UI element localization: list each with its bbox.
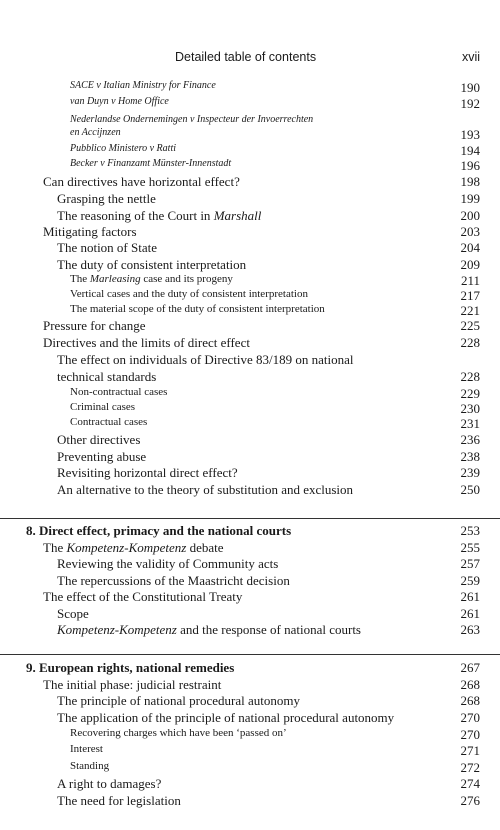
- toc-entry-title-emphasis: Kompetenz-Kompetenz: [66, 540, 187, 555]
- toc-entry-page: 198: [460, 174, 480, 189]
- toc-entry-title-text: debate: [186, 540, 224, 555]
- toc-entry-page: 228: [460, 335, 480, 350]
- toc-entry-page: 199: [460, 191, 480, 206]
- toc-entry-title: Recovering charges which have been ‘passed on’: [70, 727, 287, 739]
- toc-entry-page: 192: [460, 96, 480, 111]
- toc-entry-title: The initial phase: judicial restraint: [43, 677, 222, 692]
- toc-entry-title: Pubblico Ministero v Ratti: [70, 143, 177, 154]
- toc-entry-page: 259: [460, 573, 480, 588]
- toc-entry-title: Grasping the nettle: [57, 191, 156, 206]
- toc-entry-page: 225: [460, 318, 480, 333]
- toc-entry-page: 193: [460, 127, 480, 142]
- toc-entry-page: 274: [460, 776, 480, 791]
- toc-entry-title: Mitigating factors: [43, 224, 137, 239]
- toc-entry-page: 257: [460, 556, 480, 571]
- toc-entry-title: Preventing abuse: [57, 449, 147, 464]
- toc-entry-title-emphasis: Marleasing: [89, 273, 141, 285]
- toc-entry-title: Reviewing the validity of Community acts: [57, 556, 279, 571]
- toc-entry-title-continued: technical standards: [57, 369, 157, 384]
- toc-entry-title: The repercussions of the Maastricht decision: [57, 573, 290, 588]
- toc-entry-page: 268: [460, 677, 480, 692]
- toc-entry-title-emphasis: Kompetenz-Kompetenz: [57, 622, 177, 637]
- toc-entry-title: [70, 273, 233, 285]
- toc-entry-page: 204: [460, 240, 480, 255]
- toc-entry-page: 203: [460, 224, 480, 239]
- toc-entry-title-emphasis: Marshall: [213, 208, 262, 223]
- toc-entry-page: 270: [460, 710, 480, 725]
- toc-entry-title: [57, 208, 261, 224]
- toc-entry-title: van Duyn v Home Office: [70, 96, 169, 107]
- running-head-title: Detailed table of contents: [175, 50, 317, 64]
- toc-entry-page: 217: [460, 288, 480, 303]
- toc-entry-title: A right to damages?: [57, 776, 162, 791]
- toc-entry-page: 267: [460, 660, 480, 675]
- toc-entry-title: Criminal cases: [70, 401, 136, 413]
- toc-entry-title: An alternative to the theory of substitution and exclusion: [57, 482, 354, 497]
- toc-entry-title: [57, 622, 361, 638]
- toc-entry-title-text: The: [70, 273, 90, 285]
- toc-entry-title: Contractual cases: [70, 416, 148, 428]
- toc-entry-page: 239: [460, 465, 480, 480]
- toc-entry-page: 230: [460, 401, 480, 416]
- toc-entry-page: 238: [460, 449, 480, 464]
- toc-entry-title: The principle of national procedural autonomy: [57, 693, 300, 708]
- toc-entry-page: 221: [460, 303, 480, 318]
- toc-entry-title: The effect on individuals of Directive 83/189 on national: [57, 352, 354, 367]
- toc-entry-page: 190: [460, 80, 480, 95]
- toc-entry-page: 261: [460, 589, 480, 604]
- toc-entry-page: 200: [460, 208, 480, 223]
- chapter-title: 8. Direct effect, primacy and the national courts: [26, 523, 292, 538]
- toc-entry-page: 209: [460, 257, 480, 272]
- toc-entry-page: 272: [460, 760, 480, 775]
- toc-entry-page: 229: [460, 386, 480, 401]
- toc-entry-title: The need for legislation: [57, 793, 181, 808]
- toc-entry-title: The effect of the Constitutional Treaty: [43, 589, 243, 604]
- toc-entry-title-text: and the response of national courts: [176, 622, 361, 637]
- toc-entry-page: 271: [460, 743, 480, 758]
- toc-entry-page: 250: [460, 482, 480, 497]
- toc-entry-page: 270: [460, 727, 480, 742]
- toc-entry-title: The duty of consistent interpretation: [57, 257, 247, 272]
- toc-entry-page: 255: [460, 540, 480, 555]
- toc-entry-title-text: case and its progeny: [140, 273, 233, 285]
- toc-entry-title: Standing: [70, 760, 110, 772]
- toc-entry-page: 196: [460, 158, 480, 173]
- toc-entry-title: Revisiting horizontal direct effect?: [57, 465, 238, 480]
- toc-entry-title: Becker v Finanzamt Münster-Innenstadt: [70, 158, 232, 169]
- toc-entry-title: Nederlandse Ondernemingen v Inspecteur der Invoerrechten: [70, 114, 314, 125]
- toc-entry-title: The application of the principle of national procedural autonomy: [57, 710, 395, 725]
- toc-entry-page: 228: [460, 369, 480, 384]
- toc-entry-page: 276: [460, 793, 480, 808]
- toc-entry-page: 211: [460, 273, 480, 288]
- toc-entry-title: Interest: [70, 743, 103, 755]
- toc-entry-title: Scope: [57, 606, 89, 621]
- toc-entry-page: 231: [460, 416, 480, 431]
- toc-entry-title: Can directives have horizontal effect?: [43, 174, 240, 189]
- toc-entry-page: 268: [460, 693, 480, 708]
- chapter-title: 9. European rights, national remedies: [26, 660, 235, 675]
- toc-entry-title: Directives and the limits of direct effect: [43, 335, 250, 350]
- toc-entry-page: 236: [460, 432, 480, 447]
- toc-entry-title: Vertical cases and the duty of consistent interpretation: [70, 288, 308, 300]
- toc-entry-title: Other directives: [57, 432, 141, 447]
- chapter-divider: [0, 654, 500, 655]
- toc-entry-title: [43, 540, 224, 556]
- toc-entry-title-continued: en Accijnzen: [70, 127, 121, 138]
- toc-entry-title-text: The: [43, 540, 67, 555]
- toc-entry-page: 194: [460, 143, 480, 158]
- chapter-divider: [0, 518, 500, 519]
- toc-entry-title: Pressure for change: [43, 318, 146, 333]
- toc-entry-page: 253: [460, 523, 480, 538]
- running-head-page-number: xvii: [461, 50, 480, 64]
- toc-entry-page: 263: [460, 622, 480, 637]
- toc-entry-page: 261: [460, 606, 480, 621]
- toc-entry-title-text: The reasoning of the Court in: [57, 208, 214, 223]
- toc-entry-title: Non-contractual cases: [70, 386, 168, 398]
- running-header: [0, 50, 500, 66]
- toc-entry-title: The notion of State: [57, 240, 158, 255]
- toc-entry-title: The material scope of the duty of consistent interpretation: [70, 303, 325, 315]
- toc-entry-title: SACE v Italian Ministry for Finance: [70, 80, 216, 91]
